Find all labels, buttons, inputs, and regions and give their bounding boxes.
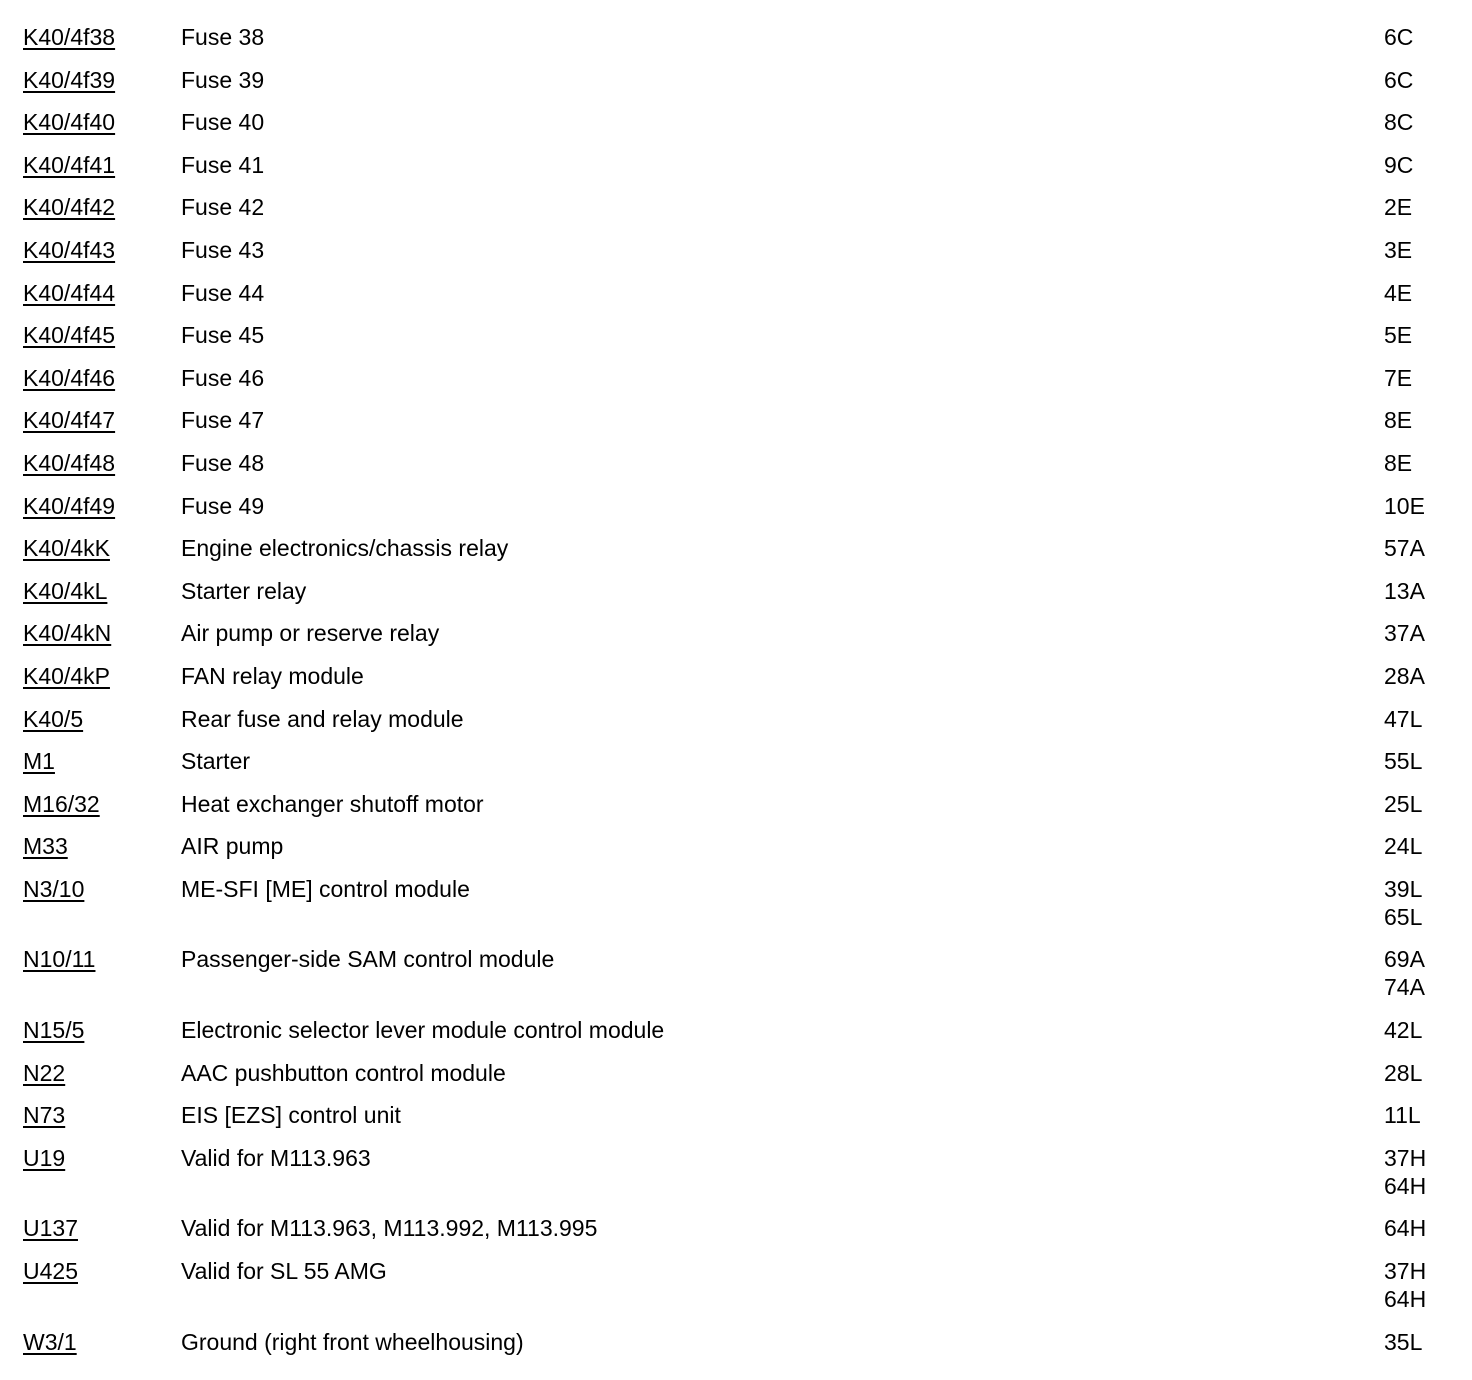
legend-row xyxy=(0,341,1472,391)
grid-location xyxy=(1384,1328,1422,1356)
legend-row xyxy=(0,1036,1472,1086)
component-description: AAC pushbutton control module xyxy=(181,1059,506,1086)
component-description: Fuse 40 xyxy=(181,109,265,136)
legend-row xyxy=(0,511,1472,562)
component-description: Fuse 46 xyxy=(181,364,265,391)
legend-row xyxy=(0,43,1472,93)
component-description: Rear fuse and relay module xyxy=(181,705,464,732)
grid-reference: 24L xyxy=(1384,833,1423,860)
component-description: Fuse 45 xyxy=(181,322,265,349)
component-description: FAN relay module xyxy=(181,662,364,689)
grid-reference: 55L xyxy=(1384,748,1423,775)
component-description: Fuse 44 xyxy=(181,279,265,306)
legend-row xyxy=(0,596,1472,647)
component-code-link[interactable]: K40/4kN xyxy=(23,620,112,647)
grid-reference: 10E xyxy=(1384,492,1425,519)
legend-row xyxy=(0,767,1472,817)
legend-row xyxy=(0,1121,1472,1199)
component-description: Heat exchanger shutoff motor xyxy=(181,790,484,817)
legend-row xyxy=(0,426,1472,476)
grid-reference: 5E xyxy=(1384,322,1413,349)
legend-row xyxy=(0,383,1472,434)
legend-row xyxy=(0,0,1472,50)
component-description: Electronic selector lever module control module xyxy=(181,1017,665,1044)
grid-reference: 65L xyxy=(1384,903,1423,930)
component-description: Fuse 49 xyxy=(181,492,265,519)
legend-row xyxy=(0,639,1472,689)
grid-reference: 8E xyxy=(1384,407,1413,434)
component-code-link[interactable]: U19 xyxy=(23,1144,66,1171)
component-code-link[interactable]: K40/4f49 xyxy=(23,492,116,519)
grid-reference: 13A xyxy=(1384,577,1425,604)
component-code-link[interactable]: N73 xyxy=(23,1102,66,1129)
grid-reference: 6C xyxy=(1384,66,1414,93)
legend-row xyxy=(0,469,1472,519)
legend-row xyxy=(0,922,1472,1001)
component-description: ME-SFI [ME] control module xyxy=(181,875,470,902)
component-code-link[interactable]: M16/32 xyxy=(23,790,100,817)
grid-reference: 47L xyxy=(1384,705,1423,732)
legend-row xyxy=(0,1191,1472,1242)
grid-reference: 9C xyxy=(1384,151,1414,178)
grid-reference: 35L xyxy=(1384,1328,1423,1355)
grid-reference: 37H xyxy=(1384,1258,1427,1285)
grid-reference: 28A xyxy=(1384,662,1425,689)
grid-reference: 8C xyxy=(1384,109,1414,136)
component-code-link[interactable]: K40/4kL xyxy=(23,577,108,604)
grid-reference: 64H xyxy=(1384,1172,1427,1199)
component-code-link[interactable]: M1 xyxy=(23,748,55,775)
component-description: Ground (right front wheelhousing) xyxy=(181,1328,524,1355)
grid-reference: 37A xyxy=(1384,620,1425,647)
legend-row xyxy=(0,170,1472,221)
legend-row xyxy=(0,993,1472,1044)
component-description: Passenger-side SAM control module xyxy=(181,946,555,973)
legend-row xyxy=(0,554,1472,604)
component-code-link[interactable]: K40/4f45 xyxy=(23,322,116,349)
component-code-link[interactable]: W3/1 xyxy=(23,1328,77,1355)
grid-reference: 6C xyxy=(1384,24,1414,50)
legend-row xyxy=(0,809,1472,860)
grid-reference: 11L xyxy=(1384,1102,1421,1129)
component-description: Valid for SL 55 AMG xyxy=(181,1258,387,1285)
component-description: Valid for M113.963 xyxy=(181,1144,371,1171)
component-description: Starter xyxy=(181,748,251,775)
component-code-link[interactable]: M33 xyxy=(23,833,68,860)
grid-reference: 42L xyxy=(1384,1017,1423,1044)
grid-reference: 74A xyxy=(1384,974,1425,1001)
legend-row xyxy=(0,1078,1472,1129)
component-code-link[interactable]: K40/5 xyxy=(23,705,84,732)
component-description: EIS [EZS] control unit xyxy=(181,1102,401,1129)
grid-reference: 2E xyxy=(1384,194,1413,221)
component-code-link[interactable]: K40/4f42 xyxy=(23,194,116,221)
legend-row xyxy=(0,298,1472,349)
legend-row xyxy=(0,128,1472,178)
component-description: Fuse 47 xyxy=(181,407,265,434)
component-code-link[interactable]: K40/4f48 xyxy=(23,449,116,476)
component-code-link[interactable]: N22 xyxy=(23,1059,66,1086)
component-description: Fuse 48 xyxy=(181,449,265,476)
component-code-link[interactable]: K40/4f38 xyxy=(23,24,116,50)
component-code-link[interactable]: K40/4f43 xyxy=(23,236,116,263)
component-code-link[interactable]: N3/10 xyxy=(23,875,85,902)
grid-reference: 7E xyxy=(1384,364,1413,391)
grid-reference: 64H xyxy=(1384,1286,1427,1313)
component-code-link[interactable]: U425 xyxy=(23,1258,78,1285)
grid-reference: 57A xyxy=(1384,535,1425,562)
grid-reference: 25L xyxy=(1384,790,1423,817)
grid-reference: 28L xyxy=(1384,1059,1423,1086)
component-code-link[interactable]: K40/4f46 xyxy=(23,364,116,391)
legend-row xyxy=(0,213,1472,263)
component-code-link[interactable]: U137 xyxy=(23,1215,78,1242)
component-description: Fuse 39 xyxy=(181,66,265,93)
grid-reference: 3E xyxy=(1384,236,1413,263)
component-code-link[interactable]: K40/4f44 xyxy=(23,279,116,306)
component-code-link[interactable]: N15/5 xyxy=(23,1017,85,1044)
component-code-link[interactable]: K40/4kP xyxy=(23,662,110,689)
legend-row xyxy=(0,85,1472,136)
component-code-link[interactable]: K40/4f47 xyxy=(23,407,116,434)
grid-reference: 64H xyxy=(1384,1215,1427,1242)
grid-reference: 8E xyxy=(1384,449,1413,476)
component-description: Fuse 43 xyxy=(181,236,265,263)
legend-row xyxy=(0,1305,1472,1355)
component-description: Valid for M113.963, M113.992, M113.995 xyxy=(181,1215,598,1242)
legend-row xyxy=(0,256,1472,306)
component-description: Fuse 42 xyxy=(181,194,265,221)
legend-row xyxy=(0,724,1472,775)
component-code-link[interactable]: N10/11 xyxy=(23,946,96,973)
component-code-link[interactable]: K40/4f41 xyxy=(23,151,116,178)
grid-reference: 39L xyxy=(1384,875,1423,902)
component-description: Starter relay xyxy=(181,577,307,604)
component-description: AIR pump xyxy=(181,833,284,860)
legend-row xyxy=(0,1234,1472,1313)
component-description: Fuse 41 xyxy=(181,151,265,178)
component-description: Air pump or reserve relay xyxy=(181,620,440,647)
component-code-link[interactable]: K40/4f40 xyxy=(23,109,116,136)
grid-reference: 37H xyxy=(1384,1144,1427,1171)
component-description: Fuse 38 xyxy=(181,24,265,50)
component-description: Engine electronics/chassis relay xyxy=(181,535,509,562)
component-code-link[interactable]: K40/4kK xyxy=(23,535,110,562)
grid-reference: 69A xyxy=(1384,946,1425,973)
legend-row xyxy=(0,852,1472,930)
component-code-link[interactable]: K40/4f39 xyxy=(23,66,116,93)
grid-reference: 4E xyxy=(1384,279,1413,306)
legend-row xyxy=(0,682,1472,732)
